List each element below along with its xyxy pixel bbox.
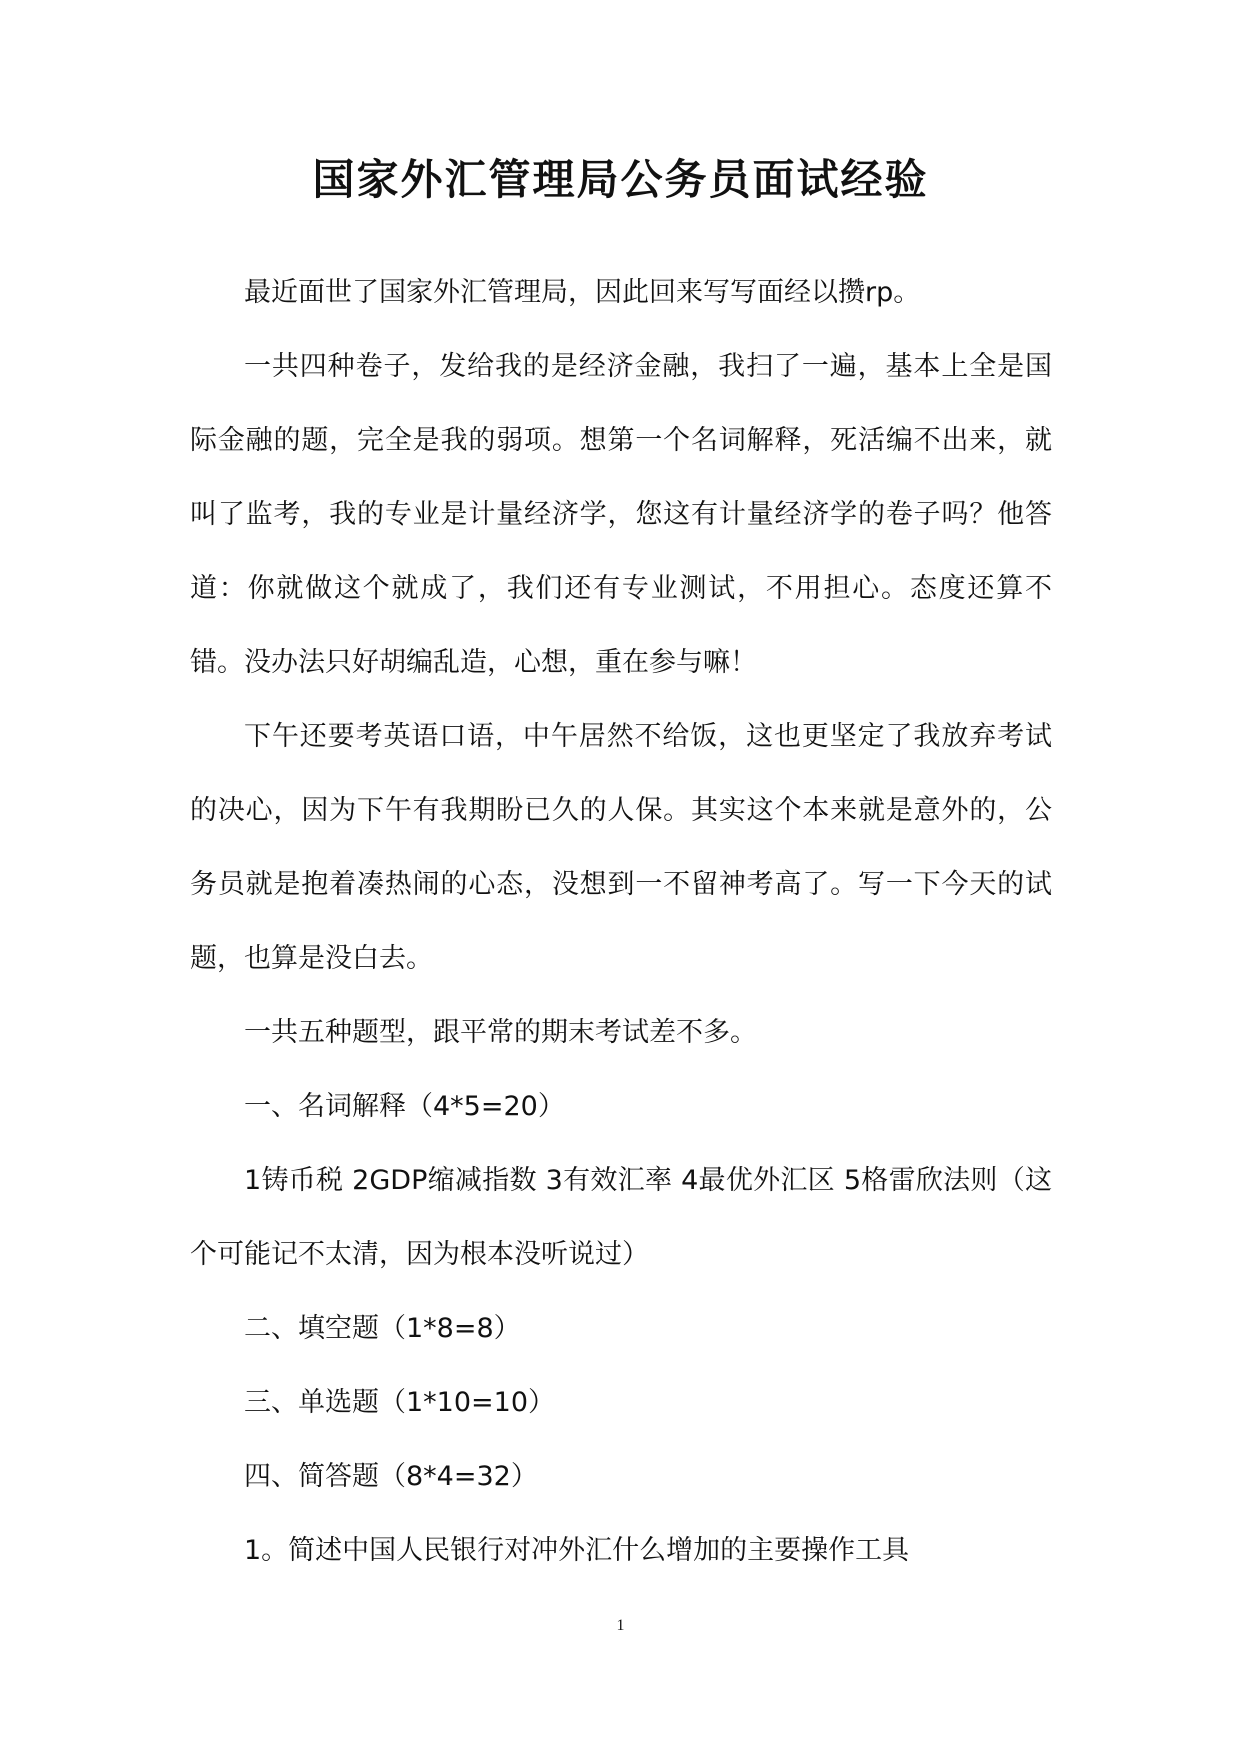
document-title: 国家外汇管理局公务员面试经验 <box>312 155 929 204</box>
paragraph: 下午还要考英语口语，中午居然不给饭，这也更坚定了我放弃考试的决心，因为下午有我期盼已久的人保。其实这个本来就是意外的，公务员就是抱着凑热闹的心态，没想到一不留神考高了。写一下今天的试题，也算是没白去。 <box>190 721 1052 974</box>
document-body <box>190 256 1052 1588</box>
paragraph: 一共五种题型，跟平常的期末考试差不多。 <box>244 1017 757 1048</box>
paragraph: 1铸币税 2GDP缩减指数 3有效汇率 4最优外汇区 5格雷欣法则（这个可能记不太清，因为根本没听说过） <box>190 1165 1052 1270</box>
list-item: 1。简述中国人民银行对冲外汇什么增加的主要操作工具 <box>244 1535 910 1566</box>
paragraph: 一共四种卷子，发给我的是经济金融，我扫了一遍，基本上全是国际金融的题，完全是我的弱项。想第一个名词解释，死活编不出来，就叫了监考，我的专业是计量经济学，您这有计量经济学的卷子吗？他答道：你就做这个就成了，我们还有专业测试，不用担心。态度还算不错。没办法只好胡编乱造，心想，重在参与嘛！ <box>190 351 1052 678</box>
section-heading: 一、名词解释（4*5=20） <box>244 1091 565 1122</box>
paragraph: 最近面世了国家外汇管理局，因此回来写写面经以攒rp。 <box>244 277 921 308</box>
page-number: 1 <box>616 1617 625 1634</box>
section-heading: 三、单选题（1*10=10） <box>244 1387 556 1418</box>
section-heading: 二、填空题（1*8=8） <box>244 1313 521 1344</box>
section-heading: 四、简答题（8*4=32） <box>244 1461 538 1492</box>
